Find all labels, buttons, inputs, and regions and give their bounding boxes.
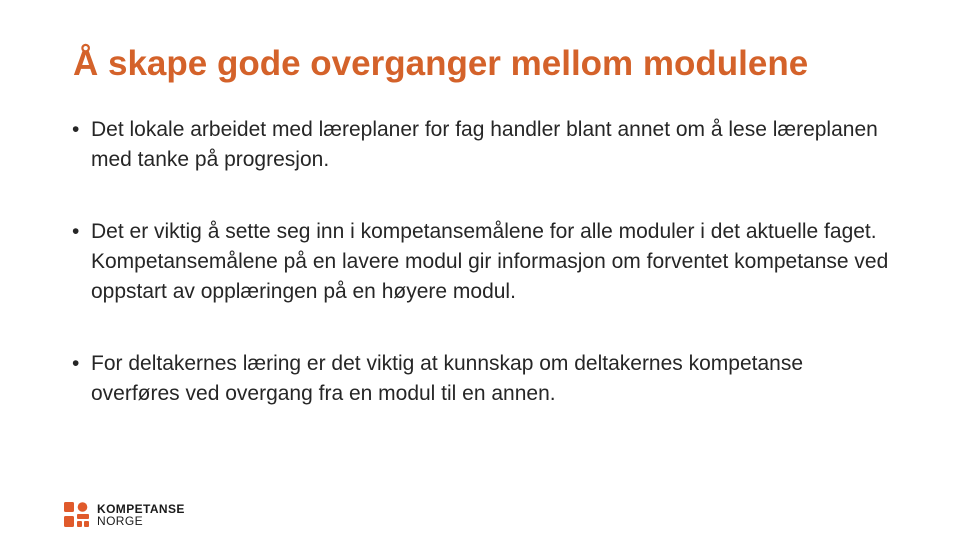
bullet-list: [72, 115, 892, 409]
kompetanse-norge-logo: [64, 502, 185, 527]
logo-wordmark: [97, 503, 185, 527]
bullet-dot: •: [72, 118, 80, 141]
bullet-text: Det lokale arbeidet med læreplaner for fag handler blant annet om å lese læreplanen med tanke på progresjon.: [91, 118, 878, 171]
logo-line-kompetanse: KOMPETANSE: [97, 501, 185, 516]
bullet-item: [72, 217, 892, 307]
bullet-item: [72, 115, 892, 175]
kompetanse-norge-logo-icon: [64, 502, 89, 527]
bullet-dot: •: [72, 352, 80, 375]
bullet-text: Det er viktig å sette seg inn i kompetansemålene for alle moduler i det aktuelle faget. Kompetansemålene på en lavere modul gir informasjon om forventet kompetanse ved oppstart av opplæringen på en høyere modul.: [91, 220, 889, 303]
bullet-item: [72, 349, 892, 409]
bullet-text: For deltakernes læring er det viktig at kunnskap om deltakernes kompetanse overføres ved overgang fra en modul til en annen.: [91, 352, 804, 405]
logo-line-norge: NORGE: [97, 513, 144, 528]
bullet-dot: •: [72, 220, 80, 243]
slide-title: Å skape gode overganger mellom modulene: [73, 44, 809, 83]
